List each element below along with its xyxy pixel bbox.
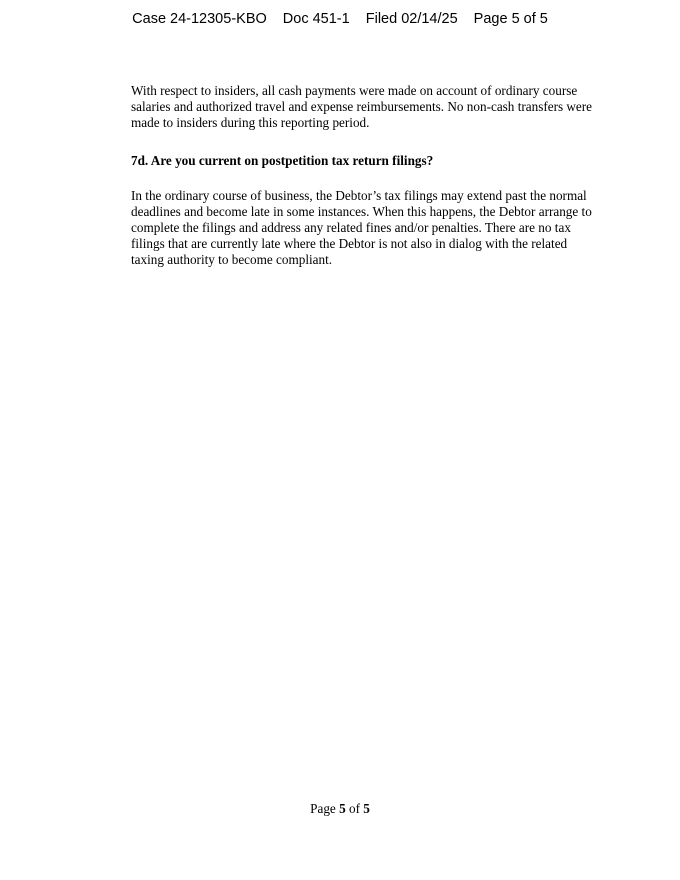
- paragraph-line: made to insiders during this reporting period.: [131, 115, 370, 130]
- paragraph-line: With respect to insiders, all cash payments were made on account of ordinary course: [131, 83, 578, 98]
- case-header: [0, 11, 680, 27]
- filed-date: Filed 02/14/25: [365, 11, 458, 27]
- page-footer: [0, 801, 680, 817]
- paragraph-line: In the ordinary course of business, the Debtor’s tax filings may extend past the normal: [131, 188, 587, 203]
- paragraph-line: filings that are currently late where the Debtor is not also in dialog with the related: [131, 236, 568, 251]
- paragraph-line: salaries and authorized travel and expense reimbursements. No non-cash transfers were: [131, 99, 593, 114]
- tax-filings-paragraph: [131, 188, 611, 268]
- paragraph-line: taxing authority to become compliant.: [131, 252, 333, 267]
- section-heading: 7d. Are you current on postpetition tax return filings?: [131, 153, 434, 168]
- case-number: Case 24-12305-KBO: [132, 11, 267, 27]
- footer-current-page: 5: [339, 801, 346, 816]
- doc-number: Doc 451-1: [282, 11, 350, 27]
- paragraph-line: complete the filings and address any related fines and/or penalties. There are no tax: [131, 220, 571, 235]
- paragraph-line: deadlines and become late in some instances. When this happens, the Debtor arrange to: [131, 204, 592, 219]
- header-page-number: Page 5 of 5: [473, 11, 548, 27]
- footer-page-word: Page: [310, 801, 336, 816]
- footer-of-word: of: [348, 801, 360, 816]
- insider-payments-paragraph: [131, 83, 611, 131]
- footer-total-pages: 5: [363, 801, 370, 816]
